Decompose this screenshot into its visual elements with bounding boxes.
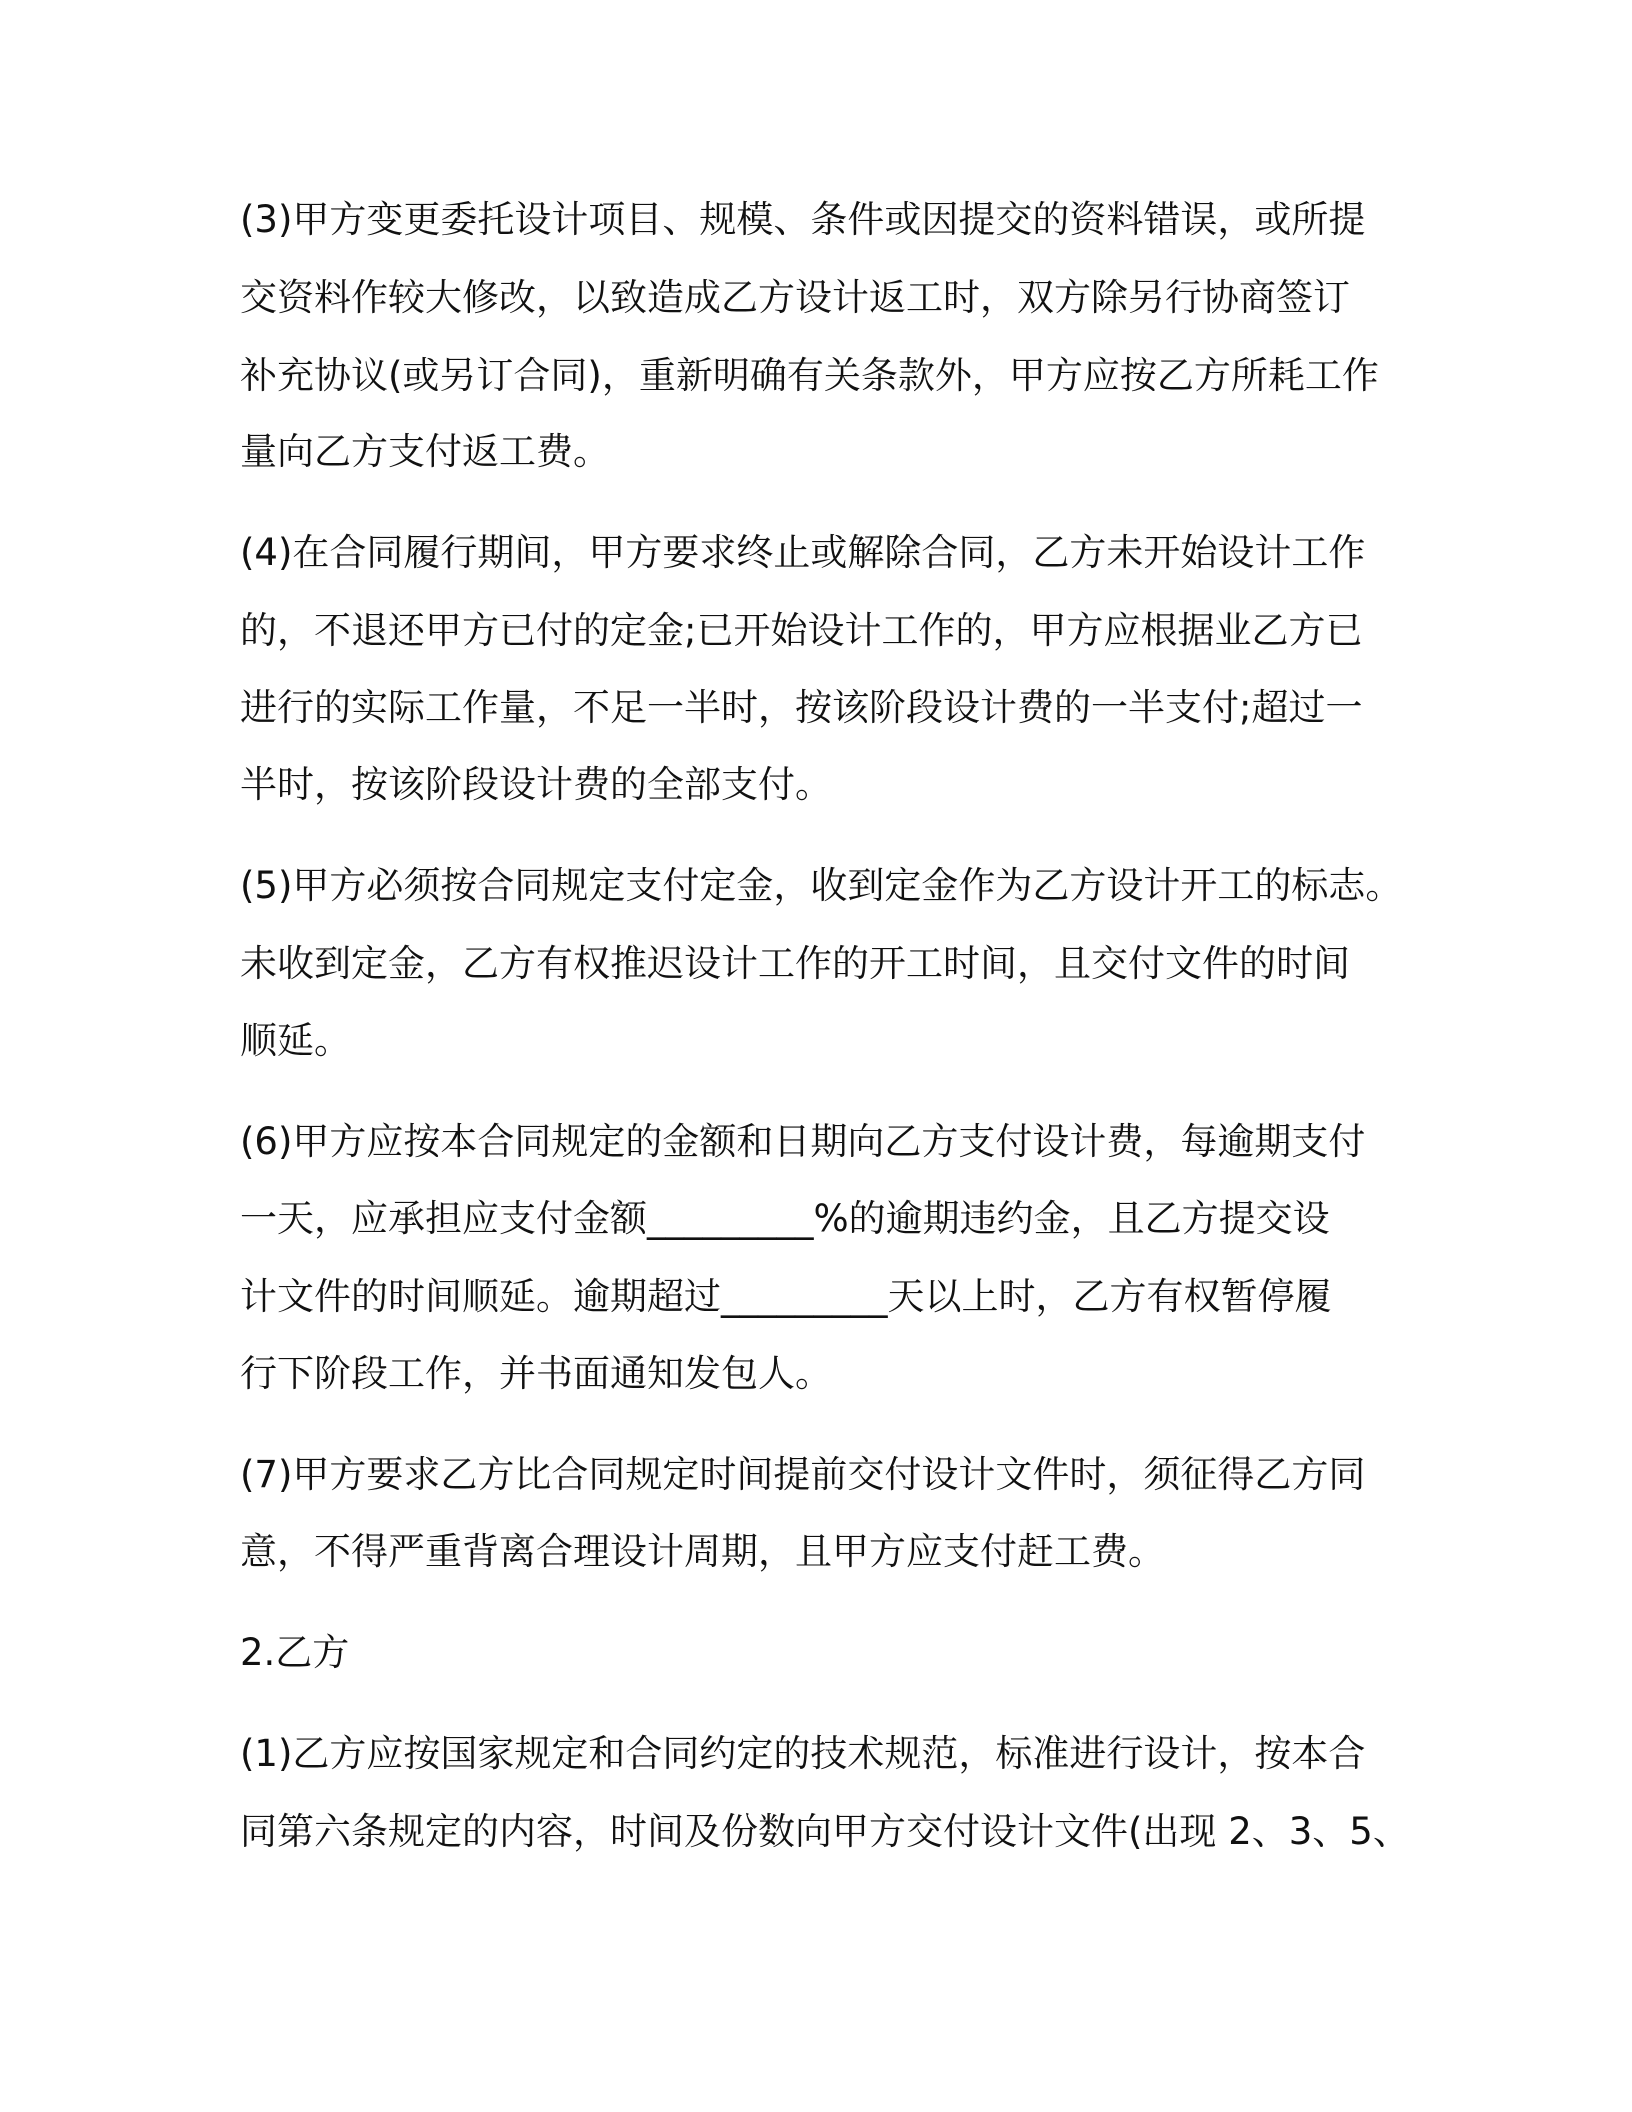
text-line: 同第六条规定的内容，时间及份数向甲方交付设计文件(出现 2、3、5、	[240, 1810, 1410, 1853]
text-line: (3)甲方变更委托设计项目、规模、条件或因提交的资料错误，或所提	[240, 198, 1366, 241]
text-line: 补充协议(或另订合同)，重新明确有关条款外，甲方应按乙方所耗工作	[240, 354, 1379, 397]
text-line: 进行的实际工作量，不足一半时，按该阶段设计费的一半支付;超过一	[240, 686, 1363, 729]
text-line: 的，不退还甲方已付的定金;已开始设计工作的，甲方应根据业乙方已	[240, 609, 1363, 652]
text-line: 一天，应承担应支付金额_________%的逾期违约金，且乙方提交设	[240, 1197, 1330, 1240]
text-line: 2.乙方	[240, 1631, 350, 1674]
text-line: 半时，按该阶段设计费的全部支付。	[240, 763, 832, 806]
text-line: 顺延。	[240, 1019, 351, 1062]
text-line: (4)在合同履行期间，甲方要求终止或解除合同，乙方未开始设计工作	[240, 531, 1366, 574]
text-line: 未收到定金，乙方有权推迟设计工作的开工时间，且交付文件的时间	[240, 942, 1350, 985]
text-line: 交资料作较大修改，以致造成乙方设计返工时，双方除另行协商签订	[240, 276, 1350, 319]
text-line: (5)甲方必须按合同规定支付定金，收到定金作为乙方设计开工的标志。	[240, 864, 1403, 907]
text-line: (7)甲方要求乙方比合同规定时间提前交付设计文件时，须征得乙方同	[240, 1453, 1366, 1496]
text-line: 量向乙方支付返工费。	[240, 430, 610, 473]
text-line: 行下阶段工作，并书面通知发包人。	[240, 1352, 832, 1395]
text-line: (1)乙方应按国家规定和合同约定的技术规范，标准进行设计，按本合	[240, 1732, 1366, 1775]
text-line: 计文件的时间顺延。逾期超过_________天以上时，乙方有权暂停履	[240, 1275, 1332, 1318]
text-line: 意，不得严重背离合理设计周期，且甲方应支付赶工费。	[240, 1530, 1165, 1573]
text-line: (6)甲方应按本合同规定的金额和日期向乙方支付设计费，每逾期支付	[240, 1120, 1366, 1163]
